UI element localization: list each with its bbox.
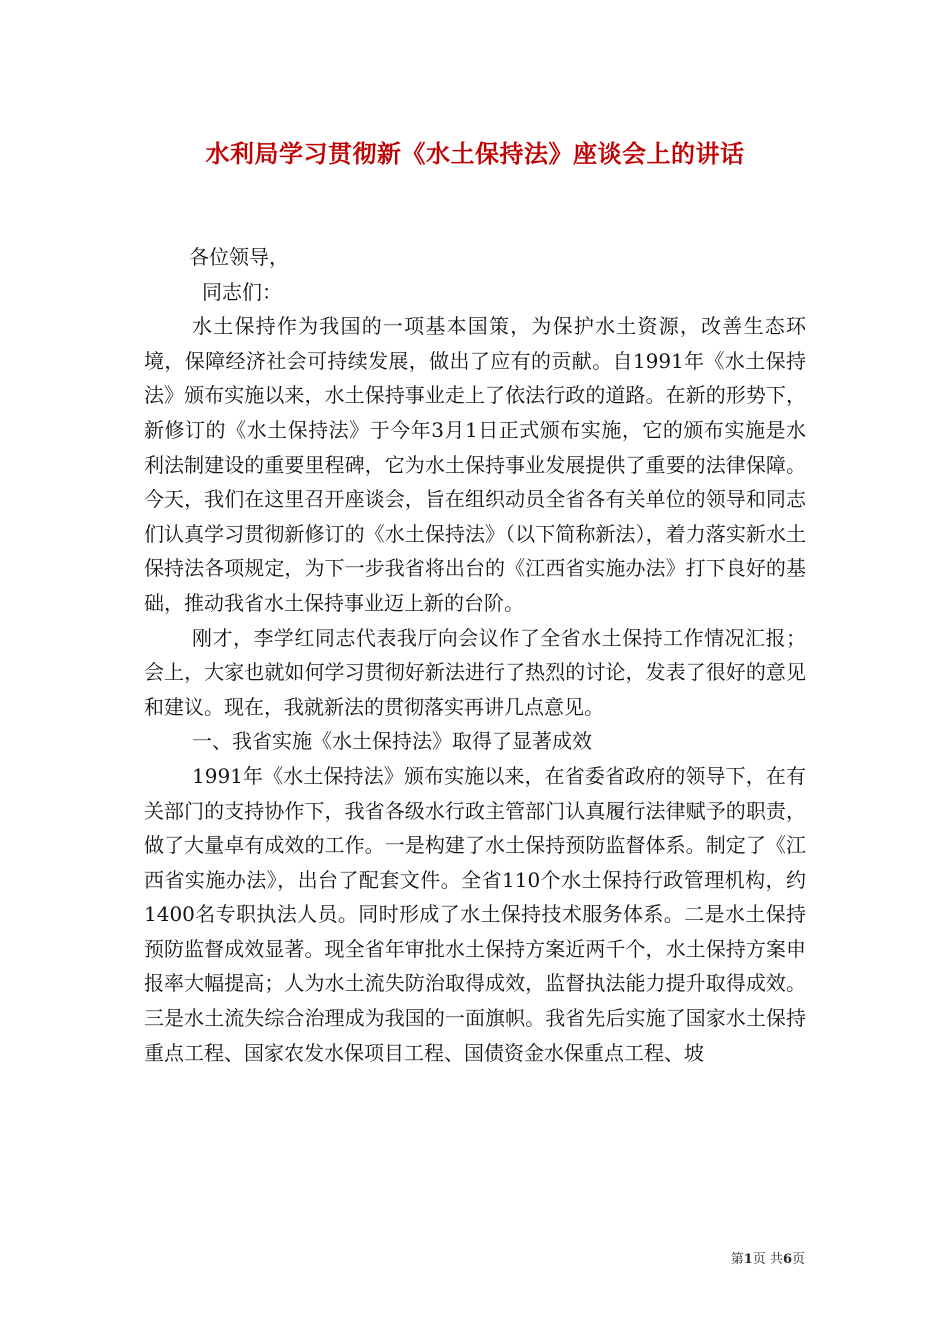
document-title: 水利局学习贯彻新《水土保持法》座谈会上的讲话 [205, 139, 745, 168]
section-paragraph: 1991年《水土保持法》颁布实施以来，在省委省政府的领导下，在有关部门的支持协作下，我省各级水行政主管部门认真履行法律赋予的职责，做了大量卓有成效的工作。一是构建了水土保持预防监督体系。制定了《江西省实施办法》，出台了配套文件。全省110个水土保持行政管理机构，约1400名专职执法人员。同时形成了水土保持技术服务体系。二是水土保持预防监督成效显著。现全省年审批水土保持方案近两千个，水土保持方案申报率大幅提高；人为水土流失防治取得成效，监督执法能力提升取得成效。三是水土流失综合治理成为我国的一面旗帜。我省先后实施了国家水土保持重点工程、国家农发水保项目工程、国债资金水保重点工程、坡 [144, 763, 806, 1065]
paragraph-report: 刚才，李学红同志代表我厅向会议作了全省水土保持工作情况汇报；会上，大家也就如何学习贯彻好新法进行了热烈的讨论，发表了很好的意见和建议。现在，我就新法的贯彻落实再讲几点意见。 [144, 625, 806, 719]
footer-current-page: 1 [743, 1252, 753, 1267]
document-body [144, 240, 806, 1070]
footer-total-pages: 6 [782, 1252, 792, 1267]
greeting-comrades: 同志们： [202, 279, 282, 304]
footer-middle: 页 共 [752, 1252, 783, 1267]
footer-prefix: 第 [730, 1252, 744, 1267]
paragraph-intro: 水土保持作为我国的一项基本国策，为保护水土资源，改善生态环境，保障经济社会可持续发展，做出了应有的贡献。自1991年《水土保持法》颁布实施以来，水土保持事业走上了依法行政的道路。在新的形势下，新修订的《水土保持法》于今年3月1日正式颁布实施，它的颁布实施是水利法制建设的重要里程碑，它为水土保持事业发展提供了重要的法律保障。今天，我们在这里召开座谈会，旨在组织动员全省各有关单位的领导和同志们认真学习贯彻新修订的《水土保持法》（以下简称新法），着力落实新水土保持法各项规定，为下一步我省将出台的《江西省实施办法》打下良好的基础，推动我省水土保持事业迈上新的台阶。 [144, 314, 806, 615]
section-heading: 一、我省实施《水土保持法》取得了显著成效 [192, 729, 592, 754]
footer-suffix: 页 [791, 1252, 805, 1267]
greeting-leaders: 各位领导， [189, 245, 289, 269]
page-footer [731, 1248, 805, 1267]
